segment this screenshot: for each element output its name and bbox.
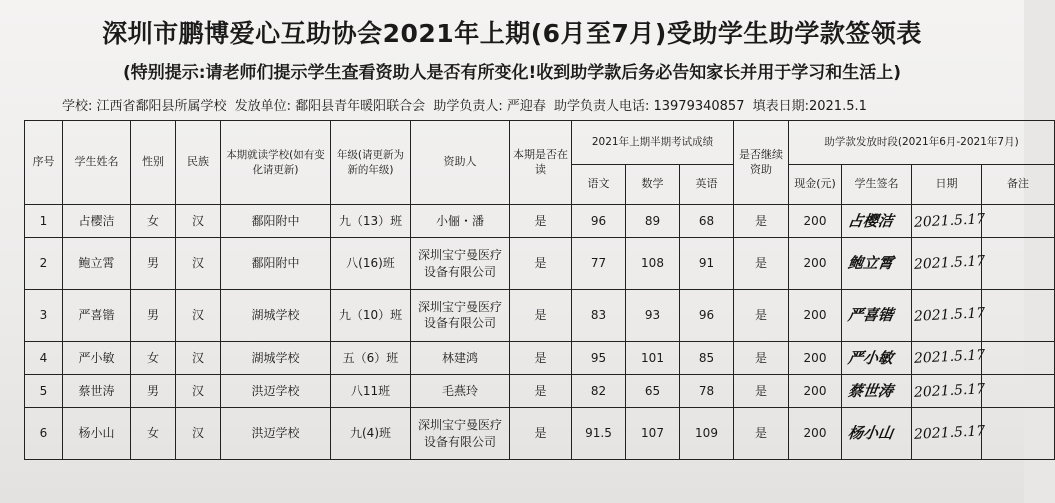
cell-sponsor: 毛燕玲 [411,374,510,407]
cell-english: 85 [680,341,734,374]
cell-continue: 是 [734,374,789,407]
header-grade: 年级(请更新为新的年级) [331,121,411,205]
cell-grade: 八(16)班 [331,238,411,290]
aid-table [24,120,1055,460]
handwritten-date: 2021.5.17 [913,380,986,401]
cell-sponsor: 深圳宝宁曼医疗设备有限公司 [411,238,510,290]
cell-math: 93 [626,289,680,341]
cell-no: 5 [25,374,63,407]
cell-remarks [982,238,1055,290]
cell-no: 1 [25,205,63,238]
handwritten-date: 2021.5.17 [913,253,986,273]
cell-remarks [982,289,1055,341]
cell-gender: 男 [131,238,176,290]
cell-cash: 200 [789,238,842,290]
cell-cash: 200 [789,289,842,341]
handwritten-signature: 严喜锴 [846,306,895,325]
cell-chinese: 96 [572,205,626,238]
cell-continue: 是 [734,408,789,460]
header-ethnicity: 民族 [176,121,221,205]
cell-chinese: 91.5 [572,408,626,460]
cell-remarks [982,341,1055,374]
cell-date [912,238,986,290]
cell-ethnicity: 汉 [176,408,221,460]
cell-ethnicity: 汉 [176,341,221,374]
cell-no: 4 [25,341,63,374]
header-period-group: 助学款发放时段(2021年6月-2021年7月) [789,121,1055,165]
info-issuer: 发放单位: 鄱阳县青年暖阳联合会 [234,99,426,114]
cell-ethnicity: 汉 [176,238,221,290]
cell-grade: 五（6）班 [331,341,411,374]
cell-school: 鄱阳附中 [221,238,331,290]
cell-math: 65 [626,374,680,407]
cell-math: 101 [626,341,680,374]
header-remarks: 备注 [982,165,1055,205]
header-sponsor: 资助人 [411,121,510,205]
cell-date [912,341,986,374]
cell-cash: 200 [789,341,842,374]
cell-name: 严喜锴 [63,289,131,341]
table-row [25,341,1055,374]
cell-math: 89 [626,205,680,238]
table-row [25,238,1055,290]
cell-name: 占樱洁 [63,205,131,238]
cell-chinese: 82 [572,374,626,407]
cell-cash: 200 [789,205,842,238]
info-date: 填表日期:2021.5.1 [752,99,867,114]
table-row [25,289,1055,341]
cell-remarks [982,205,1055,238]
info-school: 学校: 江西省鄱阳县所属学校 [62,99,227,114]
header-english: 英语 [680,165,734,205]
cell-signature [842,205,912,238]
cell-sponsor: 小俪・潘 [411,205,510,238]
header-continue: 是否继续资助 [734,121,789,205]
cell-name: 杨小山 [63,408,131,460]
cell-enrolled: 是 [510,341,572,374]
cell-gender: 女 [131,408,176,460]
cell-date [912,408,986,460]
header-name: 学生姓名 [63,121,131,205]
cell-ethnicity: 汉 [176,289,221,341]
table-row [25,408,1055,460]
cell-signature [842,341,912,374]
handwritten-signature: 鲍立霄 [846,254,895,273]
cell-no: 6 [25,408,63,460]
cell-english: 68 [680,205,734,238]
cell-continue: 是 [734,205,789,238]
cell-english: 91 [680,238,734,290]
info-line [62,95,1012,114]
cell-school: 湖城学校 [221,289,331,341]
cell-grade: 八11班 [331,374,411,407]
cell-english: 78 [680,374,734,407]
table-row [25,205,1055,238]
cell-grade: 九(4)班 [331,408,411,460]
header-no: 序号 [25,121,63,205]
header-school: 本期就读学校(如有变化请更新) [221,121,331,205]
cell-enrolled: 是 [510,289,572,341]
cell-chinese: 95 [572,341,626,374]
cell-signature [842,238,912,290]
header-chinese: 语文 [572,165,626,205]
header-math: 数学 [626,165,680,205]
cell-gender: 女 [131,205,176,238]
cell-enrolled: 是 [510,205,572,238]
handwritten-signature: 占樱洁 [846,211,895,230]
document-title: 深圳市鹏博爱心互助协会2021年上期(6月至7月)受助学生助学款签领表 [102,19,922,48]
cell-remarks [982,408,1055,460]
cell-sponsor: 林建鸿 [411,341,510,374]
cell-chinese: 77 [572,238,626,290]
cell-name: 严小敏 [63,341,131,374]
cell-enrolled: 是 [510,408,572,460]
cell-continue: 是 [734,289,789,341]
cell-gender: 男 [131,374,176,407]
cell-name: 蔡世涛 [63,374,131,407]
cell-date [912,289,986,341]
info-phone: 助学负责人电话: 13979340857 [553,99,745,114]
cell-ethnicity: 汉 [176,205,221,238]
cell-signature [842,408,912,460]
handwritten-signature: 蔡世涛 [846,381,895,400]
cell-chinese: 83 [572,289,626,341]
handwritten-date: 2021.5.17 [913,305,986,325]
header-gender: 性别 [131,121,176,205]
cell-cash: 200 [789,408,842,460]
handwritten-date: 2021.5.17 [913,423,986,443]
cell-ethnicity: 汉 [176,374,221,407]
handwritten-signature: 严小敏 [846,348,895,367]
cell-english: 109 [680,408,734,460]
cell-name: 鲍立霄 [63,238,131,290]
cell-school: 洪迈学校 [221,408,331,460]
cell-remarks [982,374,1055,407]
header-date: 日期 [912,165,982,205]
header-scores-group: 2021年上期半期考试成绩 [572,121,734,165]
cell-math: 108 [626,238,680,290]
info-contact: 助学负责人: 严迎春 [433,99,546,114]
cell-gender: 男 [131,289,176,341]
header-signature: 学生签名 [842,165,912,205]
cell-grade: 九（13）班 [331,205,411,238]
handwritten-date: 2021.5.17 [913,210,986,231]
cell-continue: 是 [734,341,789,374]
handwritten-date: 2021.5.17 [913,347,986,368]
cell-signature [842,374,912,407]
cell-grade: 九（10）班 [331,289,411,341]
cell-enrolled: 是 [510,374,572,407]
cell-no: 2 [25,238,63,290]
cell-cash: 200 [789,374,842,407]
cell-date [912,374,986,407]
cell-school: 鄱阳附中 [221,205,331,238]
header-enrolled: 本期是否在读 [510,121,572,205]
cell-date [912,205,986,238]
special-notice: (特别提示:请老师们提示学生查看资助人是否有所变化!收到助学款后务必告知家长并用于学习和生活上) [122,63,902,83]
cell-english: 96 [680,289,734,341]
cell-school: 洪迈学校 [221,374,331,407]
cell-sponsor: 深圳宝宁曼医疗设备有限公司 [411,408,510,460]
cell-signature [842,289,912,341]
table-row [25,374,1055,407]
cell-gender: 女 [131,341,176,374]
handwritten-signature: 杨小山 [846,424,895,443]
cell-no: 3 [25,289,63,341]
cell-math: 107 [626,408,680,460]
header-cash: 现金(元) [789,165,842,205]
cell-enrolled: 是 [510,238,572,290]
cell-continue: 是 [734,238,789,290]
cell-sponsor: 深圳宝宁曼医疗设备有限公司 [411,289,510,341]
cell-school: 湖城学校 [221,341,331,374]
